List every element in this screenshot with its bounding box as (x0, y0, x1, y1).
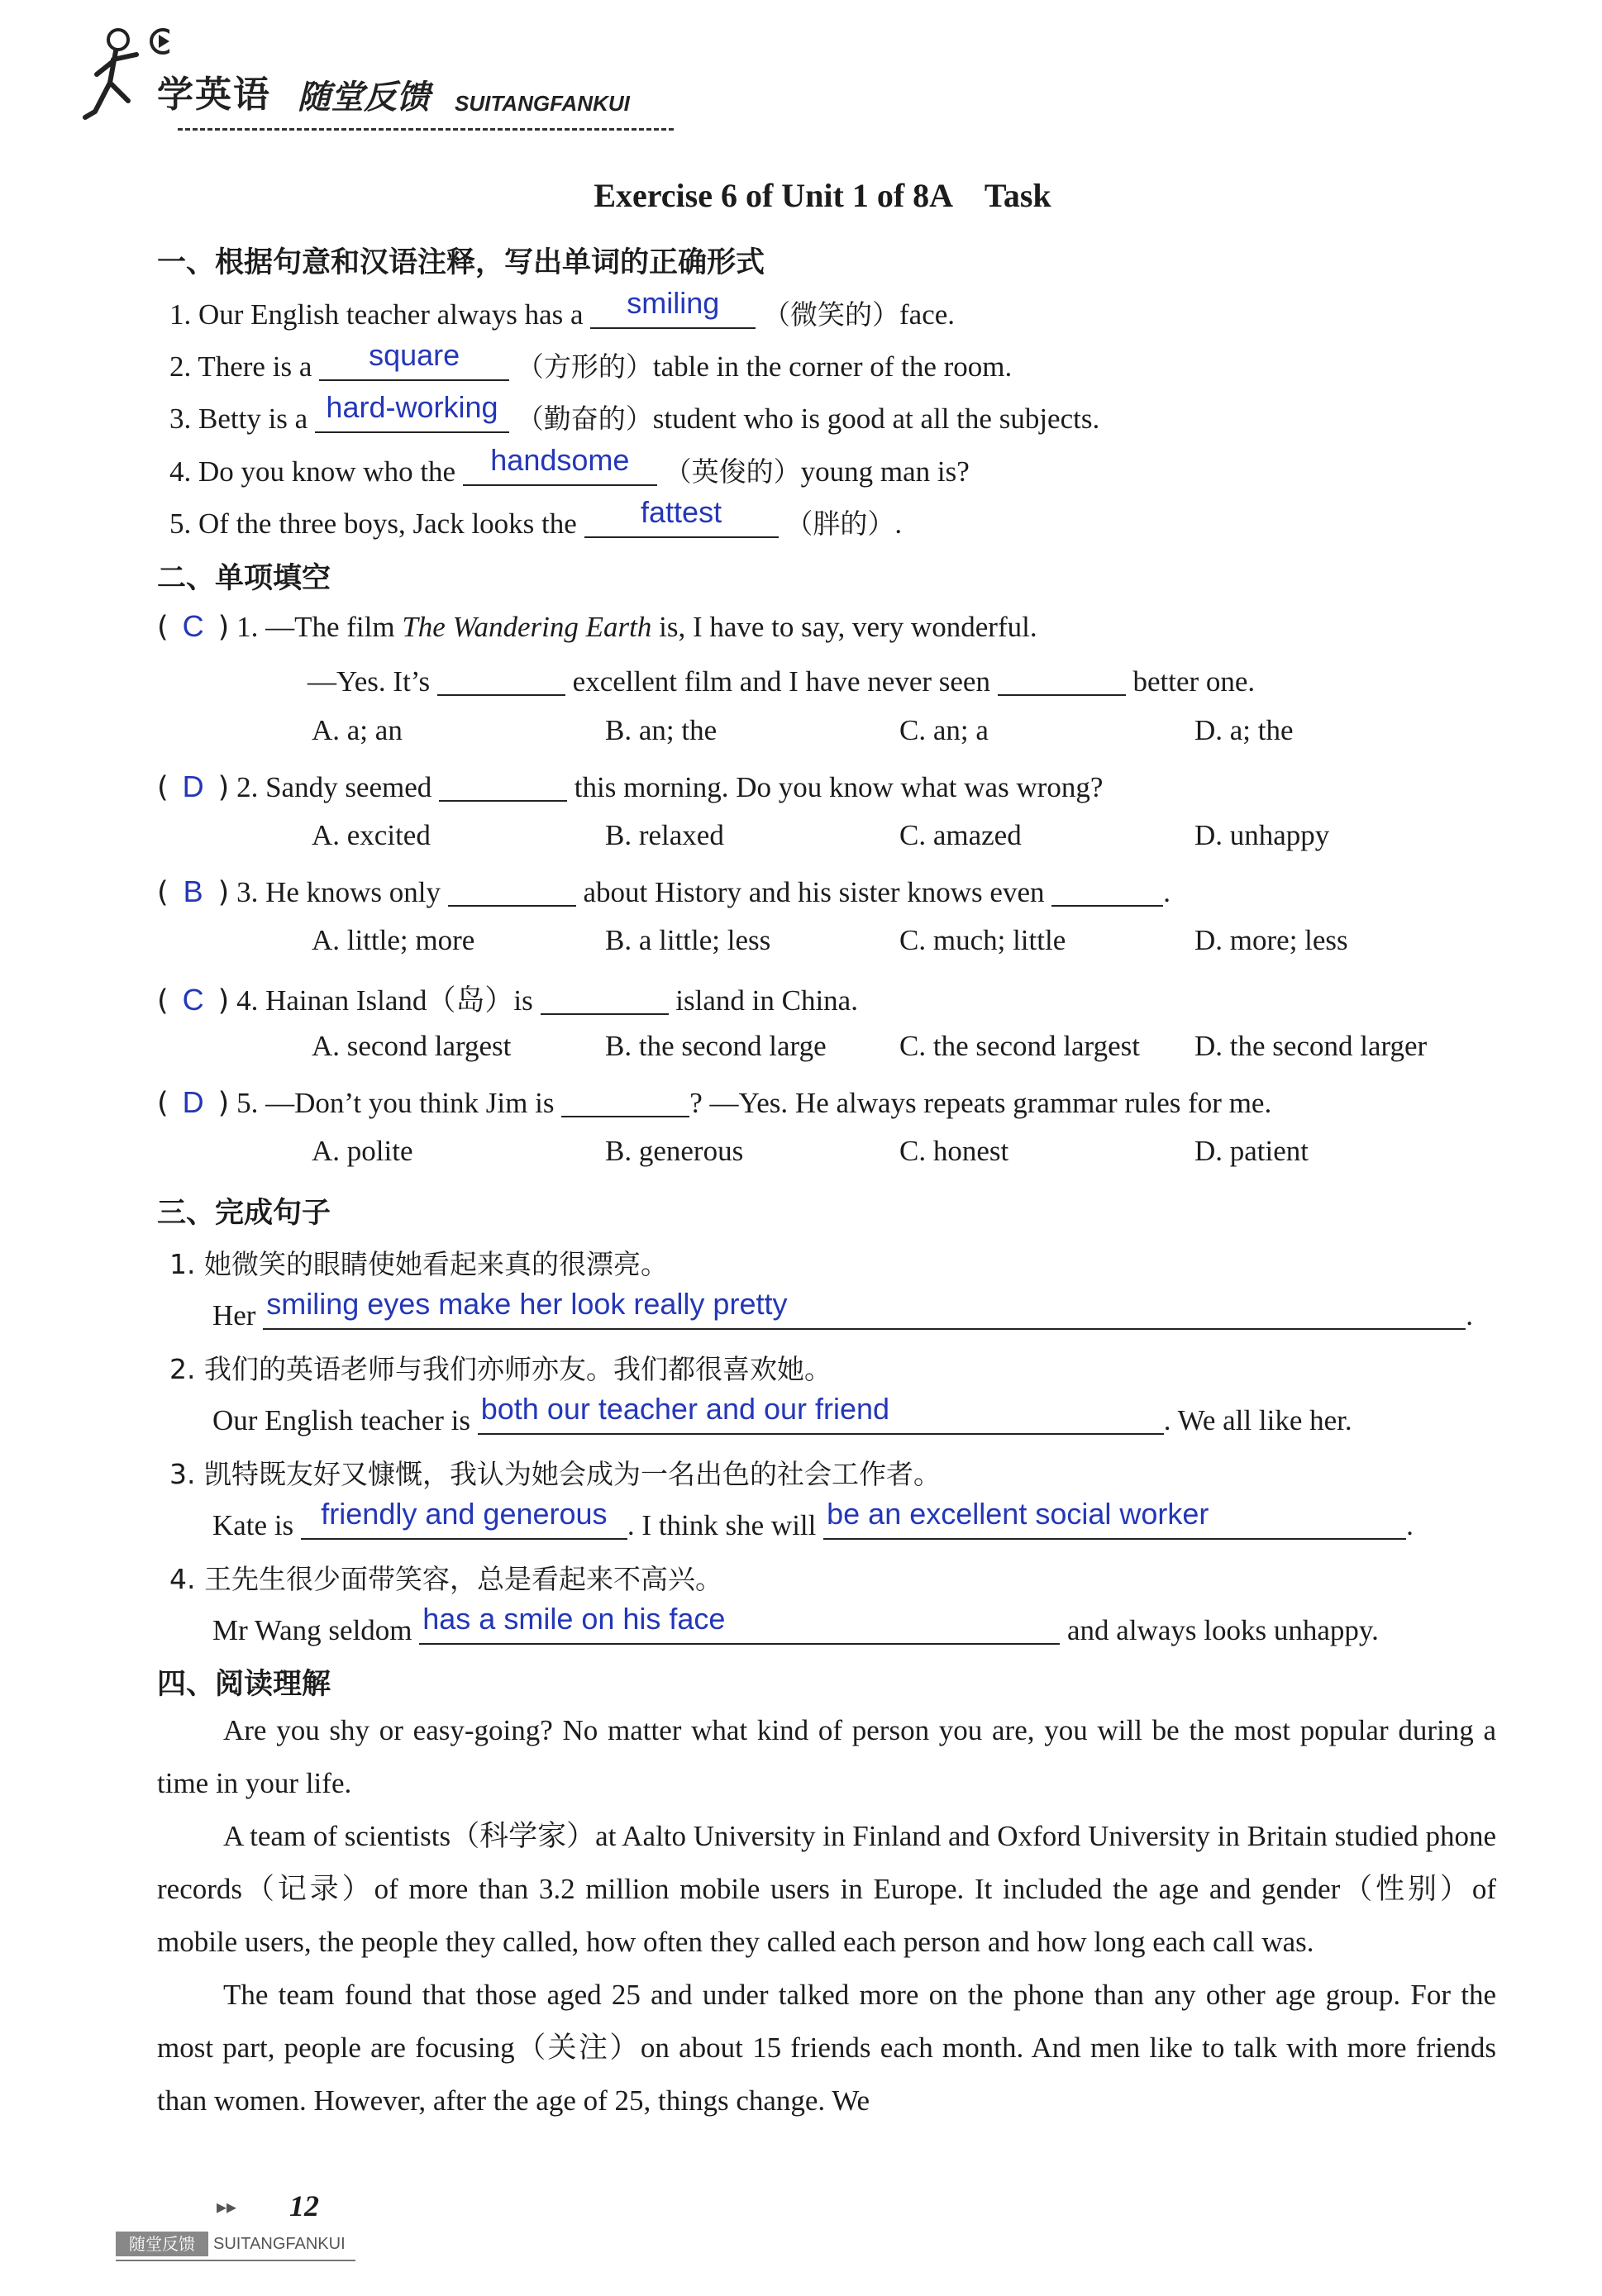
mc-question-5: ( D ) 5. —Don’t you think Jim is ? —Yes. He always repeats grammar rules for me. (157, 1083, 1271, 1120)
mc-5-option-d[interactable]: D. patient (1194, 1135, 1309, 1167)
s1-item-4-pre: 4. Do you know who the (169, 455, 456, 488)
footer-badge: 随堂反馈 (116, 2232, 208, 2256)
section2-heading: 二、单项填空 (157, 562, 331, 595)
mc-1-line2a: —Yes. It’s (308, 665, 431, 698)
s3-2-sentence (212, 1392, 1352, 1437)
mc-5-number: 5. (236, 1087, 259, 1119)
mc-3-option-b[interactable]: B. a little; less (605, 924, 771, 956)
s3-3-blank-2[interactable] (823, 1497, 1406, 1540)
s1-item-2 (169, 338, 1013, 384)
mc-5-answer[interactable]: D (182, 1085, 204, 1119)
s1-item-1-pre: 1. Our English teacher always has a (169, 298, 584, 331)
mc-4-option-a[interactable]: A. second largest (312, 1030, 512, 1062)
s3-1-sentence (212, 1287, 1473, 1332)
s3-1-pre: Her (212, 1299, 256, 1331)
s3-3-post: . (1406, 1509, 1414, 1541)
s1-item-2-post: table in the corner of the room. (652, 350, 1013, 383)
brand-title: 学英语 (157, 74, 271, 116)
mc-4-option-c[interactable]: C. the second largest (899, 1030, 1140, 1062)
mc-5-option-c[interactable]: C. honest (899, 1135, 1009, 1167)
mc-1-number: 1. (236, 611, 259, 643)
mc-1-option-d[interactable]: D. a; the (1194, 714, 1294, 746)
s3-2-blank[interactable] (478, 1392, 1164, 1435)
mc-4-pre: Hainan Island（岛）is (265, 984, 533, 1017)
mc-2-pre: Sandy seemed (265, 771, 432, 803)
s1-item-1-post: face. (899, 298, 956, 331)
mc-2-option-d[interactable]: D. unhappy (1194, 819, 1330, 851)
s3-3-pre: Kate is (212, 1509, 294, 1541)
s1-item-5-pre: 5. Of the three boys, Jack looks the (169, 507, 577, 540)
s3-4-post: and always looks unhappy. (1067, 1614, 1379, 1646)
header-logo (79, 25, 707, 149)
mc-2-answer[interactable]: D (182, 769, 204, 803)
mc-1-answer[interactable]: C (182, 609, 204, 643)
s1-item-4-answer: handsome (490, 443, 630, 477)
mc-question-4: ( C ) 4. Hainan Island（岛）is island in China. (157, 978, 858, 1019)
s1-item-3-blank[interactable] (315, 390, 509, 433)
mc-3-option-a[interactable]: A. little; more (312, 924, 475, 956)
reading-paragraph-1: Are you shy or easy-going? No matter what kind of person you are, you will be the most popular during a time in your life. (157, 1714, 1496, 1799)
runner-logo-icon (79, 25, 169, 141)
mc-5-pre: —Don’t you think Jim is (265, 1087, 555, 1119)
s1-item-4 (169, 443, 970, 489)
s1-item-2-hint: （方形的） (516, 350, 653, 383)
s3-1-blank[interactable] (263, 1287, 1466, 1330)
mc-1-line2b: excellent film and I have never seen (572, 665, 990, 698)
s1-item-2-pre: 2. There is a (169, 350, 312, 383)
s1-item-1-answer: smiling (627, 286, 720, 320)
s1-item-4-blank[interactable] (463, 443, 657, 486)
s3-2-chinese: 2. 我们的英语老师与我们亦师亦友。我们都很喜欢她。 (169, 1353, 832, 1385)
s3-4-answer: has a smile on his face (422, 1602, 726, 1636)
page-title: Exercise 6 of Unit 1 of 8A Task (594, 177, 1051, 214)
mc-4-number: 4. (236, 984, 259, 1017)
s3-3-answer-2: be an excellent social worker (827, 1497, 1209, 1531)
mc-question-1-line2 (308, 661, 1255, 698)
s3-3-answer-1: friendly and generous (321, 1497, 608, 1531)
reading-paragraph-2: A team of scientists（科学家）at Aalto University in Finland and Oxford University in Britain studied phone records（记录）of more than 3.2 million mobile users in Europe. It included the age and gender（性别）of mobile users, the people they called, how often they called each person and how long each call was. (157, 1820, 1496, 1958)
section4-heading: 四、阅读理解 (157, 1668, 331, 1701)
mc-question-2: ( D ) 2. Sandy seemed this morning. Do you know what was wrong? (157, 767, 1103, 804)
s3-3-blank-1[interactable] (301, 1497, 627, 1540)
mc-4-option-b[interactable]: B. the second large (605, 1030, 827, 1062)
s1-item-3-hint: （勤奋的） (516, 403, 653, 435)
s1-item-5 (169, 495, 903, 541)
s1-item-1-hint: （微笑的） (763, 298, 900, 331)
s1-item-5-blank[interactable] (584, 495, 779, 538)
mc-3-answer[interactable]: B (183, 874, 203, 908)
s3-2-post: . We all like her. (1163, 1404, 1352, 1436)
mc-question-3: ( B ) 3. He knows only about History and his sister knows even . (157, 872, 1171, 909)
reading-paragraph-3: The team found that those aged 25 and under talked more on the phone than any other age group. For the most part, people are focusing（关注）on about 15 friends each month. And men like to talk with more friends than women. However, after the age of 25, things change. We (157, 1979, 1496, 2117)
mc-1-option-c[interactable]: C. an; a (899, 714, 989, 746)
s1-item-5-post: . (894, 507, 903, 540)
mc-2-option-b[interactable]: B. relaxed (605, 819, 724, 851)
brand-english: SUITANGFANKUI (455, 91, 630, 116)
s1-item-3-pre: 3. Betty is a (169, 403, 308, 435)
mc-3-blank-2[interactable] (1051, 872, 1163, 907)
s1-item-1 (169, 286, 956, 332)
s1-item-4-post: young man is? (800, 455, 970, 488)
mc-5-post: ? —Yes. He always repeats grammar rules for me. (689, 1087, 1272, 1119)
mc-3-option-c[interactable]: C. much; little (899, 924, 1066, 956)
mc-1-line1b: is, I have to say, very wonderful. (651, 611, 1037, 643)
mc-1-film-title: The Wandering Earth (402, 611, 652, 643)
s3-1-answer: smiling eyes make her look really pretty (266, 1287, 788, 1321)
mc-3-mid: about History and his sister knows even (583, 876, 1045, 908)
s1-item-2-blank[interactable] (319, 338, 509, 381)
page-number: 12 (289, 2189, 319, 2222)
mc-5-option-b[interactable]: B. generous (605, 1135, 744, 1167)
mc-1-line1a: —The film (265, 611, 403, 643)
s3-4-chinese: 4. 王先生很少面带笑容，总是看起来不高兴。 (169, 1563, 722, 1595)
mc-3-blank-1[interactable] (448, 872, 576, 907)
mc-2-post: this morning. Do you know what was wrong? (574, 771, 1104, 803)
header-divider (178, 128, 674, 131)
s1-item-5-answer: fattest (641, 495, 722, 529)
mc-2-number: 2. (236, 771, 259, 803)
s3-3-mid: . I think she will (627, 1509, 817, 1541)
mc-1-option-b[interactable]: B. an; the (605, 714, 718, 746)
footer-arrows-icon: ▸▸ (217, 2197, 237, 2218)
mc-4-post: island in China. (675, 984, 858, 1017)
s1-item-4-hint: （英俊的） (664, 455, 801, 488)
footer-brand-english: SUITANGFANKUI (213, 2235, 346, 2253)
section1-heading: 一、根据句意和汉语注释，写出单词的正确形式 (157, 246, 765, 279)
s1-item-3-post: student who is good at all the subjects. (652, 403, 1100, 435)
mc-2-blank[interactable] (439, 767, 567, 802)
s1-item-3 (169, 390, 1100, 436)
mc-1-blank-2[interactable] (998, 661, 1126, 696)
mc-4-answer[interactable]: C (182, 983, 204, 1017)
s3-1-post: . (1466, 1299, 1473, 1331)
mc-2-option-c[interactable]: C. amazed (899, 819, 1022, 851)
mc-5-option-a[interactable]: A. polite (312, 1135, 413, 1167)
mc-3-number: 3. (236, 876, 259, 908)
s3-4-pre: Mr Wang seldom (212, 1614, 412, 1646)
s1-item-2-answer: square (369, 338, 460, 372)
s1-item-1-blank[interactable] (590, 286, 756, 329)
mc-1-blank-1[interactable] (437, 661, 565, 696)
mc-3-pre: He knows only (265, 876, 441, 908)
s3-4-sentence (212, 1602, 1379, 1647)
mc-5-blank[interactable] (561, 1083, 689, 1117)
s3-3-chinese: 3. 凯特既友好又慷慨，我认为她会成为一名出色的社会工作者。 (169, 1458, 941, 1490)
mc-4-blank[interactable] (541, 980, 669, 1015)
brand-subtitle: 随堂反馈 (298, 79, 430, 117)
s3-2-answer: both our teacher and our friend (480, 1392, 890, 1426)
mc-question-1: ( C ) 1. —The film The Wandering Earth is, I have to say, very wonderful. (157, 609, 1037, 644)
s1-item-3-answer: hard-working (326, 390, 498, 424)
section3-heading: 三、完成句子 (157, 1197, 331, 1230)
s3-2-pre: Our English teacher is (212, 1404, 470, 1436)
mc-3-option-d[interactable]: D. more; less (1194, 924, 1348, 956)
mc-2-option-a[interactable]: A. excited (312, 819, 431, 851)
reading-passage (157, 1704, 1496, 2127)
mc-3-post: . (1163, 876, 1171, 908)
mc-4-option-d[interactable]: D. the second larger (1194, 1030, 1428, 1062)
s3-4-blank[interactable] (419, 1602, 1060, 1645)
s3-1-chinese: 1. 她微笑的眼睛使她看起来真的很漂亮。 (169, 1248, 668, 1280)
footer-divider (116, 2260, 355, 2261)
s1-item-5-hint: （胖的） (785, 507, 895, 540)
mc-1-line2c: better one. (1132, 665, 1256, 698)
mc-1-option-a[interactable]: A. a; an (312, 714, 403, 746)
s3-3-sentence (212, 1497, 1414, 1542)
